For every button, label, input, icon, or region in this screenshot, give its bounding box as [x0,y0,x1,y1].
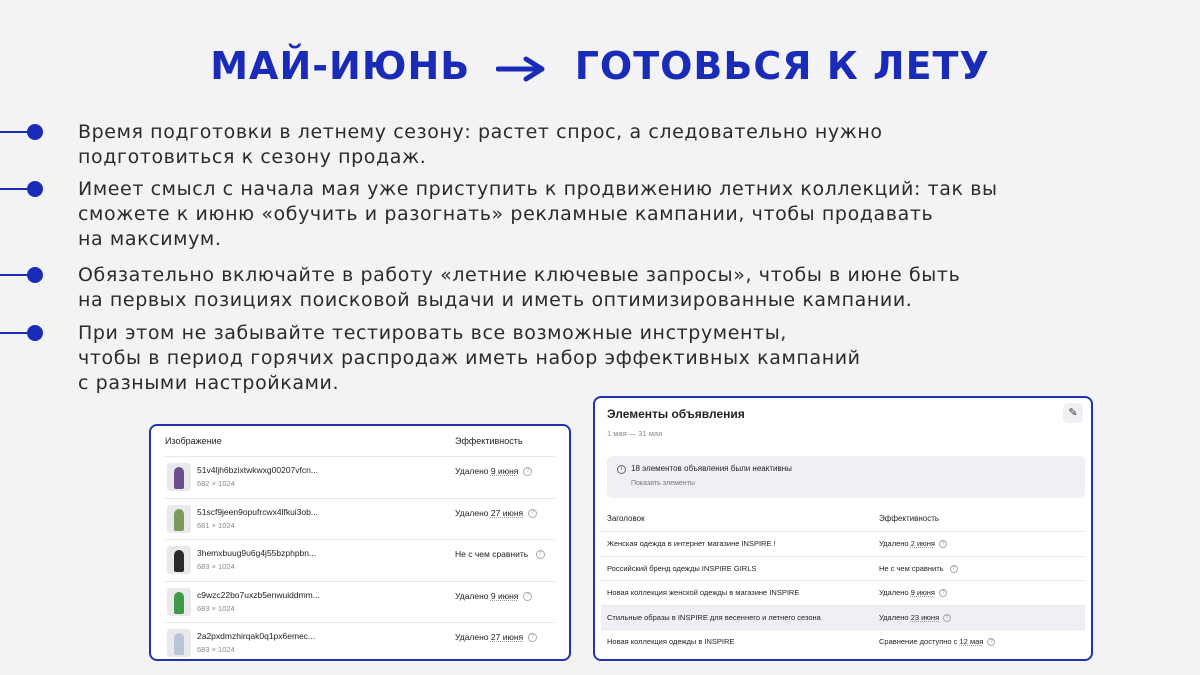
elements-table-header [607,514,1085,523]
status-text: Сравнение доступно с [879,637,958,647]
person-icon [174,550,184,572]
image-size: 682 × 1024 [197,479,235,488]
table-row[interactable] [165,581,555,623]
col-efficiency: Эффективность [879,514,940,523]
image-size: 683 × 1024 [197,645,235,654]
person-icon [174,592,184,614]
bullet-text: Время подготовки в летнему сезону: растет спрос, а следовательно нужно подготовиться к сезону продаж. [78,121,883,168]
images-table-body [165,456,555,664]
image-size: 681 × 1024 [197,520,235,530]
bullet-line [0,131,30,133]
image-thumbnail [167,505,191,533]
person-icon [174,467,184,489]
help-icon[interactable]: ? [523,467,532,476]
title-left: МАЙ-ИЮНЬ [210,44,471,88]
title-right: ГОТОВЬСЯ К ЛЕТУ [574,44,990,88]
images-table-header [165,436,555,456]
efficiency-status [455,591,532,601]
help-icon[interactable]: ? [939,589,947,597]
image-filename: 51v4ljh6bzixtwkwxg00207vfcn... [197,465,318,475]
efficiency-status [455,508,537,518]
status-text: Удалено [455,507,489,518]
bullet-dot-icon [27,267,43,283]
notice-text: 18 элементов объявления были неактивны [631,464,792,473]
status-text: Удалено [879,612,909,622]
help-icon[interactable]: ? [939,540,947,548]
status-text: Удалено [455,632,489,642]
bullet-dot-icon [27,181,43,197]
efficiency-status [879,588,947,597]
status-date[interactable]: 12 мая [959,637,984,647]
bullet-text: При этом не забывайте тестировать все возможные инструменты, чтобы в период горячих распродаж иметь набор эффективных кампаний с разными настройками. [78,322,861,394]
ad-elements-card [593,396,1093,661]
efficiency-status [879,613,951,622]
efficiency-status [879,539,947,548]
ad-heading: Новая коллекция одежды в INSPIRE [607,637,735,647]
status-date[interactable]: 27 июня [490,507,524,518]
info-icon: i [617,465,626,474]
card-title: Элементы объявления [607,407,745,421]
image-size: 683 × 1024 [197,562,235,571]
col-heading: Заголовок [607,514,645,523]
ad-heading: Российский бренд одежды INSPIRE GIRLS [607,563,757,573]
status-text: Удалено [455,466,489,476]
bullet-line [0,188,30,190]
help-icon[interactable]: ? [950,565,958,573]
status-date[interactable]: 2 июня [910,539,935,548]
bullet-line [0,274,30,276]
elements-table-body [601,531,1085,654]
images-card [149,424,571,661]
status-text: Не с чем сравнить [455,549,529,559]
ad-heading: Женская одежда в интернет магазине INSPIRE ! [607,539,776,548]
table-row[interactable] [165,622,555,664]
image-filename: 51scf9jeen9opufrcwx4lfkui3ob... [197,506,318,517]
ad-heading: Стильные образы в INSPIRE для весеннего и летнего сезона [607,612,821,622]
status-text: Удалено [455,590,489,601]
help-icon[interactable]: ? [987,638,995,646]
image-filename: 2a2pxdmzhirqak0q1px6emec... [197,631,316,641]
efficiency-status [455,549,545,559]
status-date[interactable]: 9 июня [490,466,519,476]
image-thumbnail [167,463,191,491]
person-icon [174,633,184,655]
col-image: Изображение [165,436,222,446]
status-text: Удалено [879,539,909,548]
image-size: 683 × 1024 [197,603,235,613]
status-text: Удалено [879,588,909,598]
status-date[interactable]: 23 июня [910,612,940,622]
image-thumbnail [167,629,191,657]
status-date[interactable]: 9 июня [910,588,935,598]
page-title [0,44,1200,91]
period-label: 1 мая — 31 мая [607,429,663,438]
ad-heading: Новая коллекция женской одежды в магазине INSPIRE [607,588,800,598]
image-thumbnail [167,546,191,574]
bullet-text: Имеет смысл с начала мая уже приступить к продвижению летних коллекций: так вы сможете к июню «обучить и разогнать» рекламные кампании, чтобы продавать на максимум. [78,178,998,250]
image-thumbnail [167,588,191,616]
table-row[interactable] [601,531,1085,556]
person-icon [174,509,184,531]
status-date[interactable]: 9 июня [490,590,519,601]
help-icon[interactable]: ? [523,592,532,601]
bullet-text: Обязательно включайте в работу «летние ключевые запросы», чтобы в июне быть на первых позициях поисковой выдачи и иметь оптимизированные кампании. [78,264,961,311]
table-row[interactable] [165,456,555,498]
efficiency-status [455,632,537,642]
bullet-dot-icon [27,325,43,341]
help-icon[interactable]: ? [943,614,951,622]
image-filename: 3hemxbuug9u6g4j55bzphpbn... [197,548,317,558]
image-filename: c9wzc22bo7uxzb5enwuiddmm... [197,589,320,600]
table-row[interactable] [165,498,555,540]
help-icon[interactable]: ? [528,633,537,642]
help-icon[interactable]: ? [536,550,545,559]
table-row[interactable] [165,539,555,581]
table-row[interactable] [601,580,1085,605]
help-icon[interactable]: ? [528,509,537,518]
inactive-notice [607,456,1085,498]
status-text: Не с чем сравнить [879,563,944,573]
efficiency-status [879,637,995,646]
efficiency-status [879,564,958,573]
col-efficiency: Эффективность [455,436,523,446]
table-row[interactable] [601,629,1085,654]
bullet-line [0,332,30,334]
show-elements-link[interactable]: Показать элементы [631,480,695,487]
table-row[interactable] [601,556,1085,581]
pencil-icon[interactable]: ✎ [1063,403,1083,423]
status-date[interactable]: 27 июня [490,632,524,642]
table-row[interactable] [601,605,1085,630]
arrow-right-icon [496,47,548,91]
efficiency-status [455,466,532,476]
bullet-dot-icon [27,124,43,140]
